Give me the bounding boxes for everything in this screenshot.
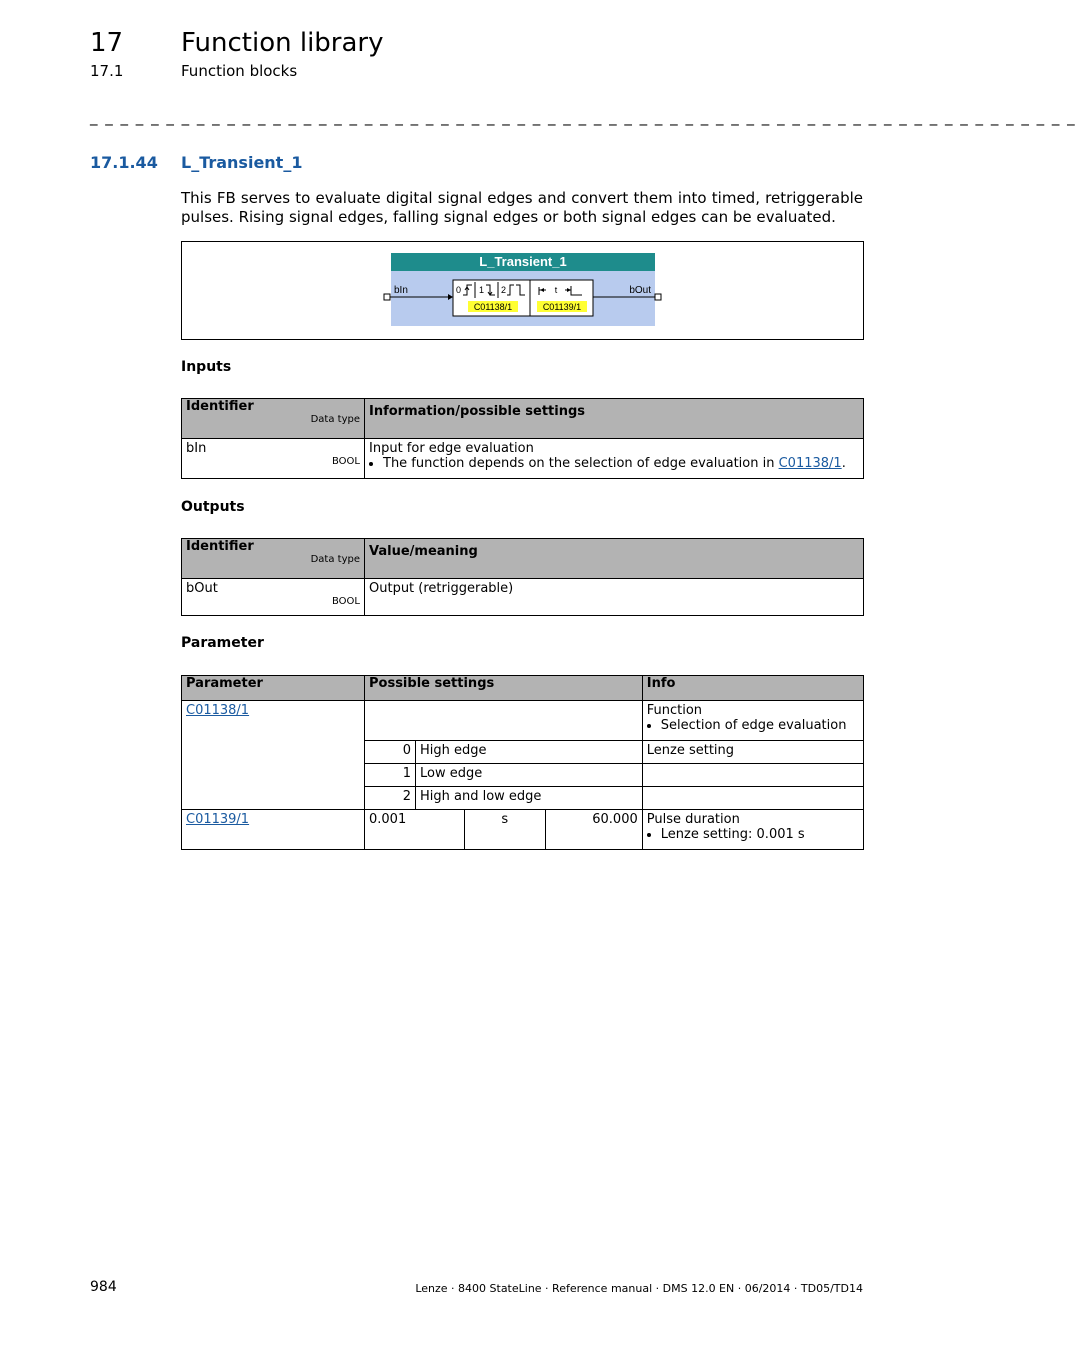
link-c01139-param[interactable]: C01139/1 [186,812,250,827]
col-data-type: Data type [310,554,360,565]
inputs-header-info: Information/possible settings [365,399,864,439]
option-info: Lenze setting [642,741,863,764]
param-header-settings: Possible settings [365,676,643,701]
output-terminal[interactable] [655,294,661,300]
outputs-heading: Outputs [181,499,245,515]
param-c01139-max: 60.000 [545,810,642,850]
table-row [182,701,864,741]
option-label: Low edge [416,764,643,787]
subsection-title: L_Transient_1 [181,153,303,172]
chapter-number: 17 [90,28,124,58]
inputs-header-identifier [182,399,365,439]
option-info [642,764,863,787]
section-number: 17.1 [90,62,124,80]
col-data-type: Data type [310,414,360,425]
pulse-time-label: t [554,285,558,295]
output-info: Output (retriggerable) [365,579,864,616]
param-c01138-label[interactable]: C01138/1 [473,302,513,312]
option-value: 2 [365,787,416,810]
option-info [642,787,863,810]
option-value: 1 [365,764,416,787]
edge-label-0: 0 [456,285,462,295]
bullet-text: The function depends on the selection of edge evaluation in [383,456,779,471]
col-identifier: Identifier [186,539,254,554]
param-c01139-info: Pulse duration [646,812,740,827]
col-identifier: Identifier [186,399,254,414]
param-header-info: Info [642,676,863,701]
param-c01138-info-bullet: • Selection of edge evaluation [661,718,859,733]
input-terminal[interactable] [384,294,390,300]
table-row [182,439,864,479]
option-label: High and low edge [416,787,643,810]
option-label: High edge [416,741,643,764]
param-c01139-label[interactable]: C01139/1 [542,302,582,312]
input-identifier: bIn [186,441,207,456]
param-c01138-info: Function [646,703,703,718]
edge-label-2: 2 [501,285,507,295]
output-data-type: BOOL [332,596,360,607]
outputs-header-identifier [182,539,365,579]
chapter-title: Function library [181,28,384,58]
table-row [182,579,864,616]
section-title: Function blocks [181,62,298,80]
parameter-heading: Parameter [181,635,264,651]
input-label: bIn [394,285,408,296]
bullet-end: . [841,456,846,471]
link-c01138[interactable]: C01138/1 [778,456,842,471]
option-value: 0 [365,741,416,764]
outputs-table [181,538,864,616]
fb-title: L_Transient_1 [479,254,567,269]
param-c01139-info-bullet: • Lenze setting: 0.001 s [661,827,859,842]
param-c01139-unit: s [464,810,545,850]
inputs-table [181,398,864,479]
outputs-header-value: Value/meaning [365,539,864,579]
input-data-type: BOOL [332,456,360,467]
input-info: Input for edge evaluation [369,441,534,456]
param-header-parameter: Parameter [182,676,365,701]
table-row [182,810,864,850]
inputs-heading: Inputs [181,359,232,375]
input-info-bullet [383,456,859,471]
output-label: bOut [629,285,651,296]
output-identifier: bOut [186,581,218,596]
edge-label-1: 1 [479,285,485,295]
footer-document-info: Lenze · 8400 StateLine · Reference manual · DMS 12.0 EN · 06/2014 · TD05/TD14 [415,1282,863,1295]
param-c01139-min: 0.001 [365,810,465,850]
parameter-table [181,675,864,850]
header-divider: _ _ _ _ _ _ _ _ _ _ _ _ _ _ _ _ _ _ _ _ _ _ _ _ _ _ _ _ _ _ _ _ _ _ _ _ _ _ _ _ _ _ _ _ _ _ _ _ _ _ _ _ _ _ _ _ _ _ _ _ _ _ _ _ _ [90,108,1076,126]
link-c01138-param[interactable]: C01138/1 [186,703,250,718]
intro-paragraph: This FB serves to evaluate digital signal edges and convert them into timed, retriggerable pulses. Rising signal edges, falling signal edges or both signal edges can be evaluated. [181,189,863,226]
subsection-number: 17.1.44 [90,153,158,172]
function-block-diagram [182,242,863,339]
page-number: 984 [90,1279,117,1295]
function-block-frame [181,241,864,340]
